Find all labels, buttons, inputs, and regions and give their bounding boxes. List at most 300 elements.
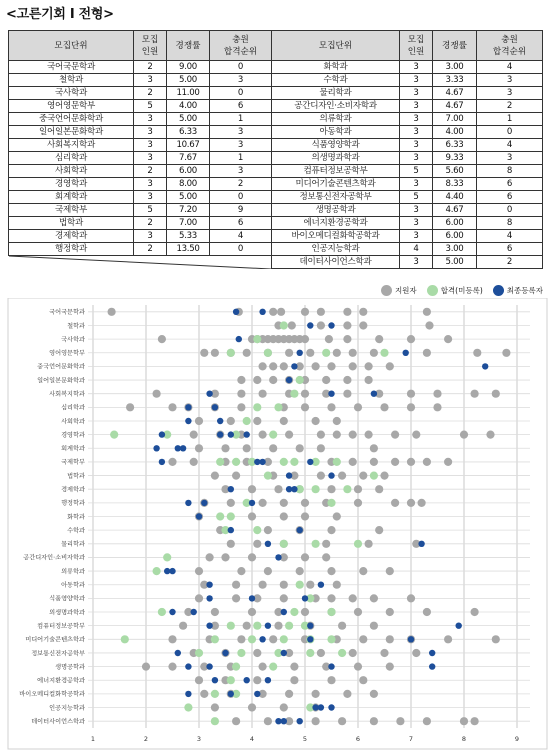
table-cell: 3 <box>400 87 433 100</box>
final-point <box>201 500 207 506</box>
applicant-point <box>227 499 235 507</box>
y-tick-label: 중국언어문화학과 <box>37 363 85 371</box>
table-cell: 13.50 <box>167 243 210 256</box>
table-cell: 컴퓨터정보공학부 <box>272 165 400 178</box>
table-cell: 2 <box>210 178 272 191</box>
x-tick-label: 5 <box>302 735 308 743</box>
table-cell: 식품영양학과 <box>272 139 400 152</box>
final-point <box>302 595 308 601</box>
y-tick-label: 의류학과 <box>61 568 85 576</box>
y-tick-label: 식품영양학과 <box>49 595 85 603</box>
y-tick-label: 사회학과 <box>61 418 85 426</box>
applicant-point <box>365 431 373 439</box>
admitted-point <box>237 649 245 657</box>
admitted-point <box>285 622 293 630</box>
table-cell: 5 <box>134 100 167 113</box>
applicant-point <box>343 376 351 384</box>
final-point <box>297 350 303 356</box>
applicant-point <box>407 594 415 602</box>
applicant-point <box>325 335 333 343</box>
table-cell: 8 <box>477 165 543 178</box>
table-cell: 생명공학과 <box>272 204 400 217</box>
admitted-point <box>280 321 288 329</box>
admitted-point <box>227 622 235 630</box>
final-point <box>307 459 313 465</box>
legend-item-admitted <box>427 285 483 296</box>
final-point <box>275 554 281 560</box>
final-point <box>456 623 462 629</box>
final-point <box>328 472 334 478</box>
admitted-dot-icon <box>427 285 438 296</box>
table-cell: 7.00 <box>433 113 477 126</box>
applicant-point <box>349 594 357 602</box>
applicant-point <box>365 540 373 548</box>
admitted-point <box>153 567 161 575</box>
applicant-point <box>322 540 330 548</box>
table-cell: 일어일본문화학과 <box>9 126 134 139</box>
table-cell: 2 <box>134 165 167 178</box>
final-point <box>206 582 212 588</box>
y-tick-label: 국제학부 <box>61 459 85 467</box>
final-point <box>196 513 202 519</box>
applicant-point <box>338 717 346 725</box>
applicant-point <box>333 431 341 439</box>
y-tick-label: 의생명과학과 <box>49 609 85 617</box>
applicant-point <box>301 308 309 316</box>
table-body <box>9 61 543 269</box>
applicant-point <box>195 676 203 684</box>
applicant-point <box>301 499 309 507</box>
y-tick-label: 행정학과 <box>61 500 85 508</box>
applicant-point <box>444 635 452 643</box>
applicant-point <box>206 553 214 561</box>
table-cell: 사회복지학과 <box>9 139 134 152</box>
table-cell: 3 <box>400 139 433 152</box>
table-cell: 의류학과 <box>272 113 400 126</box>
final-point <box>159 431 165 437</box>
applicant-point <box>365 362 373 370</box>
final-point <box>429 663 435 669</box>
table-cell: 5 <box>400 165 433 178</box>
table-cell: 4.67 <box>433 100 477 113</box>
admitted-point <box>232 663 240 671</box>
applicant-point <box>423 308 431 316</box>
table-row <box>9 217 543 230</box>
applicant-point <box>290 676 298 684</box>
table-cell: 3 <box>134 152 167 165</box>
admitted-point <box>227 676 235 684</box>
final-point <box>265 541 271 547</box>
y-tick-label: 생명공학과 <box>55 663 85 671</box>
applicant-point <box>269 308 277 316</box>
table-cell: 5 <box>400 191 433 204</box>
y-tick-label: 심리학과 <box>61 404 85 412</box>
admitted-point <box>327 635 335 643</box>
applicant-point <box>253 649 261 657</box>
final-point <box>286 377 292 383</box>
admitted-point <box>211 717 219 725</box>
applicant-point <box>343 335 351 343</box>
applicant-point <box>327 567 335 575</box>
table-cell: 3 <box>477 74 543 87</box>
applicant-point <box>195 594 203 602</box>
final-point <box>249 500 255 506</box>
applicant-point <box>349 431 357 439</box>
y-tick-label: 데이터사이언스학과 <box>31 718 85 726</box>
table-cell: 4.00 <box>433 126 477 139</box>
applicant-point <box>492 635 500 643</box>
applicant-point <box>274 485 282 493</box>
applicant-point <box>359 308 367 316</box>
chart-legend <box>381 285 543 296</box>
final-point <box>286 472 292 478</box>
table-cell: 6.33 <box>433 139 477 152</box>
table-cell: 3 <box>134 139 167 152</box>
final-point <box>169 568 175 574</box>
applicant-point <box>306 349 314 357</box>
table-cell: 8.00 <box>167 178 210 191</box>
admitted-point <box>227 512 235 520</box>
final-point <box>281 650 287 656</box>
applicant-point <box>423 717 431 725</box>
admitted-point <box>110 431 118 439</box>
applicant-point <box>190 458 198 466</box>
applicant-point <box>280 703 288 711</box>
y-tick-label: 정보통신전자공학부 <box>31 650 85 658</box>
table-cell: 경영학과 <box>9 178 134 191</box>
y-tick-label: 아동학과 <box>61 582 85 590</box>
final-point <box>418 541 424 547</box>
applicant-point <box>322 376 330 384</box>
admitted-point <box>253 526 261 534</box>
applicant-point <box>301 390 309 398</box>
applicant-point <box>243 349 251 357</box>
table-cell: 4 <box>477 230 543 243</box>
table-cell: 사회학과 <box>9 165 134 178</box>
final-point <box>249 595 255 601</box>
table-cell: 6 <box>477 191 543 204</box>
y-tick-label: 컴퓨터정보공학부 <box>37 622 85 630</box>
applicant-point <box>277 308 285 316</box>
admitted-point <box>280 458 288 466</box>
table-cell-empty <box>9 256 272 269</box>
table-cell: 0 <box>477 204 543 217</box>
table-cell: 7.20 <box>167 204 210 217</box>
applicant-point <box>195 567 203 575</box>
y-tick-label: 인공지능학과 <box>49 704 85 712</box>
applicant-point <box>423 458 431 466</box>
table-cell: 5.00 <box>433 256 477 269</box>
applicant-point <box>237 403 245 411</box>
final-point <box>291 363 297 369</box>
final-point <box>206 623 212 629</box>
table-cell: 11.00 <box>167 87 210 100</box>
table-header-cell: 경쟁률 <box>433 31 477 61</box>
table-cell: 4.67 <box>433 87 477 100</box>
applicant-point <box>264 717 272 725</box>
applicant-point <box>248 512 256 520</box>
table-row <box>9 100 543 113</box>
table-cell: 1 <box>210 113 272 126</box>
admitted-point <box>296 376 304 384</box>
final-point <box>328 663 334 669</box>
applicant-point <box>327 362 335 370</box>
admitted-point <box>253 622 261 630</box>
table-cell: 아동학과 <box>272 126 400 139</box>
table-cell: 3 <box>477 87 543 100</box>
applicant-point <box>200 349 208 357</box>
legend-item-applicant <box>381 285 417 296</box>
final-point <box>185 663 191 669</box>
table-cell: 3 <box>134 113 167 126</box>
admitted-point <box>232 458 240 466</box>
applicant-point <box>168 458 176 466</box>
admitted-point <box>253 403 261 411</box>
table-cell: 3.33 <box>433 74 477 87</box>
applicant-point <box>343 690 351 698</box>
final-point <box>233 309 239 315</box>
applicant-point <box>280 594 288 602</box>
applicant-point <box>285 431 293 439</box>
applicant-point <box>391 458 399 466</box>
table-cell: 3.00 <box>433 243 477 256</box>
admitted-point <box>264 472 272 480</box>
applicant-point <box>317 444 325 452</box>
table-row <box>9 126 543 139</box>
table-cell: 6.00 <box>167 165 210 178</box>
table-cell: 공간디자인·소비자학과 <box>272 100 400 113</box>
admitted-point <box>227 349 235 357</box>
applicant-point <box>375 335 383 343</box>
x-tick-label: 8 <box>461 735 467 743</box>
admitted-point <box>327 608 335 616</box>
applicant-point <box>380 649 388 657</box>
admitted-point <box>306 649 314 657</box>
applicant-point <box>391 431 399 439</box>
admitted-point <box>163 553 171 561</box>
y-tick-label: 에너지환경공학과 <box>37 677 85 685</box>
table-header-cell: 모집단위 <box>272 31 400 61</box>
applicant-point <box>370 717 378 725</box>
table-cell: 7.00 <box>167 217 210 230</box>
page-title: <고른기회 I 전형> <box>6 7 114 22</box>
admitted-point <box>211 635 219 643</box>
table-cell: 의생명과학과 <box>272 152 400 165</box>
table-cell: 물리학과 <box>272 87 400 100</box>
applicant-point <box>211 472 219 480</box>
table-cell: 데이터사이언스학과 <box>272 256 400 269</box>
table-cell: 3 <box>210 74 272 87</box>
applicant-point <box>359 567 367 575</box>
y-tick-label: 사회복지학과 <box>49 390 85 398</box>
table-cell: 3 <box>134 126 167 139</box>
table-cell: 3 <box>400 204 433 217</box>
table-header-cell: 충원 합격순위 <box>477 31 543 61</box>
table-cell: 4 <box>210 230 272 243</box>
table-cell: 정보통신전자공학부 <box>272 191 400 204</box>
admitted-point <box>269 663 277 671</box>
applicant-point <box>343 321 351 329</box>
admitted-point <box>290 458 298 466</box>
chart-frame <box>8 298 547 749</box>
final-point <box>228 527 234 533</box>
final-point <box>318 582 324 588</box>
y-tick-label: 회계학과 <box>61 445 85 453</box>
table-row <box>9 113 543 126</box>
applicant-point <box>306 581 314 589</box>
applicant-point <box>301 512 309 520</box>
applicant-point <box>486 431 494 439</box>
table-cell: 9 <box>210 204 272 217</box>
applicant-point <box>301 553 309 561</box>
applicant-point <box>248 553 256 561</box>
applicant-point <box>301 403 309 411</box>
table-cell: 국어국문학과 <box>9 61 134 74</box>
table-cell: 인공지능학과 <box>272 243 400 256</box>
applicant-point <box>317 472 325 480</box>
final-point <box>212 677 218 683</box>
table-cell: 3.00 <box>433 61 477 74</box>
final-point <box>318 704 324 710</box>
admitted-point <box>195 649 203 657</box>
y-tick-label: 바이오메디컬화학공학과 <box>19 691 85 699</box>
table-cell: 법학과 <box>9 217 134 230</box>
table-cell: 철학과 <box>9 74 134 87</box>
admitted-point <box>370 472 378 480</box>
final-point <box>291 486 297 492</box>
table-cell: 2 <box>477 256 543 269</box>
applicant-point <box>253 376 261 384</box>
applicant-point <box>280 512 288 520</box>
table-cell: 3 <box>400 178 433 191</box>
final-point <box>212 404 218 410</box>
final-dot-icon <box>493 285 504 296</box>
admitted-point <box>338 649 346 657</box>
applicant-point <box>322 553 330 561</box>
applicant-point <box>386 567 394 575</box>
y-tick-label: 수학과 <box>67 527 85 535</box>
y-tick-label: 영어영문학부 <box>49 350 85 358</box>
applicant-point <box>190 431 198 439</box>
applicant-point <box>290 663 298 671</box>
admitted-point <box>312 485 320 493</box>
applicant-point <box>259 581 267 589</box>
applicant-point <box>359 321 367 329</box>
applicant-point <box>227 540 235 548</box>
applicant-point <box>259 499 267 507</box>
admitted-point <box>243 417 251 425</box>
final-point <box>185 500 191 506</box>
applicant-point <box>312 417 320 425</box>
applicant-point <box>471 390 479 398</box>
table-cell: 행정학과 <box>9 243 134 256</box>
table-cell: 5.00 <box>167 113 210 126</box>
applicant-point <box>168 635 176 643</box>
table-cell: 3 <box>400 217 433 230</box>
table-cell: 4.67 <box>433 204 477 217</box>
table-cell: 경제학과 <box>9 230 134 243</box>
admitted-point <box>264 349 272 357</box>
applicant-point <box>444 335 452 343</box>
table-cell: 4 <box>477 139 543 152</box>
table-cell: 2 <box>134 243 167 256</box>
table-header-cell: 모집 인원 <box>400 31 433 61</box>
table-row <box>9 204 543 217</box>
table-cell: 3 <box>400 230 433 243</box>
applicant-point <box>312 717 320 725</box>
table-header-row <box>9 31 543 61</box>
applicant-point <box>264 567 272 575</box>
table-cell: 2 <box>134 87 167 100</box>
final-point <box>265 623 271 629</box>
applicant-point <box>370 594 378 602</box>
applicant-point <box>444 458 452 466</box>
admitted-point <box>312 540 320 548</box>
applicant-point <box>269 376 277 384</box>
applicant-point <box>349 362 357 370</box>
y-tick-label: 미디어기술콘텐츠학과 <box>25 636 85 644</box>
applicant-point <box>221 553 229 561</box>
table-cell: 3 <box>400 152 433 165</box>
applicant-point <box>168 663 176 671</box>
table-row <box>9 152 543 165</box>
final-point <box>228 431 234 437</box>
applicant-point <box>412 649 420 657</box>
table-row <box>9 165 543 178</box>
table-cell: 5.33 <box>167 230 210 243</box>
applicant-point <box>412 431 420 439</box>
applicant-point <box>200 690 208 698</box>
applicant-point <box>317 649 325 657</box>
admitted-point <box>269 431 277 439</box>
applicant-point <box>471 717 479 725</box>
applicant-point <box>407 390 415 398</box>
y-tick-label: 법학과 <box>67 472 85 480</box>
table-cell: 1 <box>210 152 272 165</box>
applicant-point <box>248 608 256 616</box>
table-cell: 0 <box>210 191 272 204</box>
applicant-point <box>375 485 383 493</box>
applicant-point <box>211 608 219 616</box>
applicant-point <box>370 349 378 357</box>
table-row <box>9 230 543 243</box>
applicant-point <box>327 594 335 602</box>
table-cell: 8.33 <box>433 178 477 191</box>
applicant-point <box>354 608 362 616</box>
final-point <box>297 527 303 533</box>
table-cell: 3 <box>210 139 272 152</box>
y-tick-label: 철학과 <box>67 322 85 330</box>
applicant-point <box>349 458 357 466</box>
final-point <box>429 650 435 656</box>
applicant-point <box>333 349 341 357</box>
admitted-point <box>274 403 282 411</box>
table-header-cell: 충원 합격순위 <box>210 31 272 61</box>
x-tick-label: 9 <box>514 735 520 743</box>
applicant-point <box>248 485 256 493</box>
final-point <box>185 404 191 410</box>
applicant-point <box>253 676 261 684</box>
table-cell: 6 <box>477 243 543 256</box>
admitted-point <box>354 540 362 548</box>
table-cell: 미디어기술콘텐츠학과 <box>272 178 400 191</box>
applicant-point <box>317 431 325 439</box>
admitted-point <box>290 608 298 616</box>
final-point <box>180 445 186 451</box>
final-point <box>408 636 414 642</box>
applicant-point <box>269 444 277 452</box>
table-cell: 수학과 <box>272 74 400 87</box>
